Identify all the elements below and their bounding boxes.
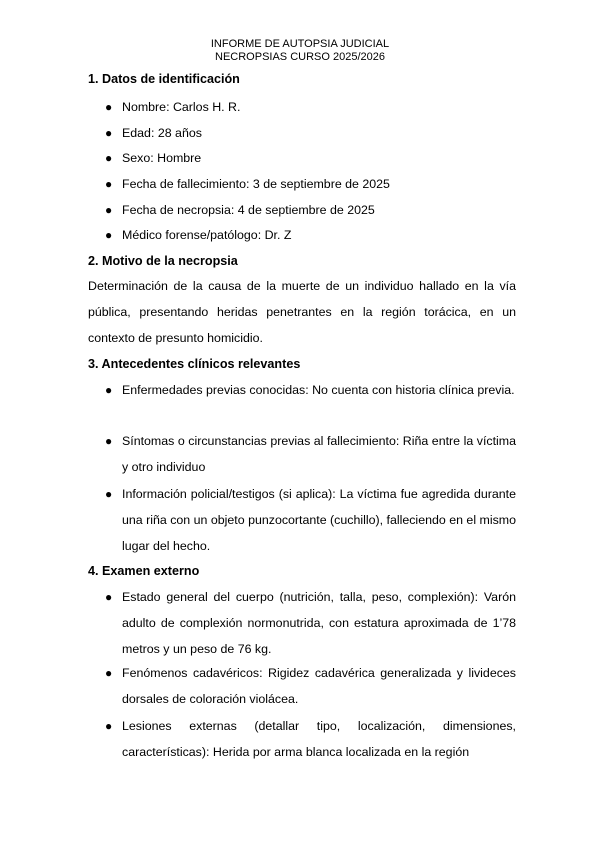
bullet-icon: ● — [105, 203, 113, 217]
list-item — [105, 197, 516, 223]
bullet-icon: ● — [105, 719, 113, 733]
list-item-text: Fecha de fallecimiento: 3 de septiembre de 2025 — [122, 177, 390, 191]
list-item — [105, 120, 516, 146]
bullet-icon: ● — [105, 434, 113, 448]
list-item-text: Edad: 28 años — [122, 126, 202, 140]
bullet-icon: ● — [105, 666, 113, 680]
bullet-icon: ● — [105, 177, 113, 191]
bullet-icon: ● — [105, 100, 113, 114]
bullet-icon: ● — [105, 383, 113, 397]
section-title-clinical-history: 3. Antecedentes clínicos relevantes — [88, 357, 301, 371]
list-item — [105, 428, 516, 480]
list-item — [105, 660, 516, 712]
motive-paragraph: Determinación de la causa de la muerte de un individuo hallado en la vía pública, presentando heridas penetrantes en la región torácica, en un contexto de presunto homicidio. — [88, 279, 516, 345]
list-item-text: Sexo: Hombre — [122, 151, 202, 165]
list-item-text: Estado general del cuerpo (nutrición, talla, peso, complexión): Varón adulto de complexión normonutrida, con estatura aproximada de 1’78 metros y un peso de 76 kg. — [122, 590, 516, 656]
list-item-text: Lesiones externas (detallar tipo, localización, dimensiones, características): Herida por arma blanca localizada en la región — [122, 719, 516, 759]
list-item — [105, 584, 516, 662]
list-item — [105, 145, 516, 171]
list-item-text: Médico forense/patólogo: Dr. Z — [122, 228, 292, 242]
list-item — [105, 377, 516, 403]
bullet-icon: ● — [105, 151, 113, 165]
list-item — [105, 713, 516, 765]
section-title-identification: 1. Datos de identificación — [88, 72, 240, 86]
bullet-icon: ● — [105, 487, 113, 501]
list-item-text: Nombre: Carlos H. R. — [122, 100, 241, 114]
bullet-icon: ● — [105, 228, 113, 242]
list-item — [105, 171, 516, 197]
header-title: INFORME DE AUTOPSIA JUDICIAL — [210, 38, 390, 50]
list-item — [105, 94, 516, 120]
header-subtitle: NECROPSIAS CURSO 2025/2026 — [215, 51, 385, 63]
list-item-text: Fecha de necropsia: 4 de septiembre de 2025 — [122, 203, 375, 217]
bullet-icon: ● — [105, 590, 113, 604]
list-item — [105, 222, 516, 248]
list-item — [105, 481, 516, 559]
document-header — [0, 38, 600, 64]
list-item-text: Fenómenos cadavéricos: Rigidez cadavérica generalizada y livideces dorsales de coloración violácea. — [122, 666, 516, 706]
list-item-text: Síntomas o circunstancias previas al fallecimiento: Riña entre la víctima y otro individuo — [122, 434, 516, 474]
section-title-motive: 2. Motivo de la necropsia — [88, 254, 238, 268]
list-item-text: Enfermedades previas conocidas: No cuenta con historia clínica previa. — [122, 383, 515, 397]
list-item-text: Información policial/testigos (si aplica): La víctima fue agredida durante una riña con un objeto punzocortante (cuchillo), falleciendo en el mismo lugar del hecho. — [122, 487, 516, 553]
section-title-external-exam: 4. Examen externo — [88, 564, 200, 578]
bullet-icon: ● — [105, 126, 113, 140]
